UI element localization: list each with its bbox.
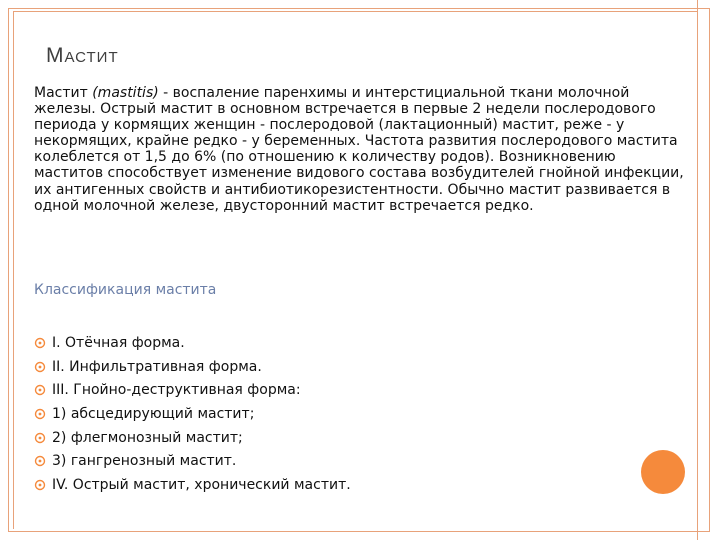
list-item-text: IV. Острый мастит, хронический мастит. xyxy=(52,476,351,493)
right-border xyxy=(697,0,698,540)
slide-title: Мастит xyxy=(46,44,119,67)
intro-after-term: - воспаление паренхимы и интерстициальной ткани молочной железы. Острый мастит в основном встречается в первые 2 недели послеродового периода у кормящих женщин - послеродовой (лактационный) мастит, реже - у некормящих, крайне редко - у беременных. Частота развития послеродового мастита колеблется от 1,5 до 6% (по отношению к количеству родов). Возникновению маститов способствует изменение видового состава возбудителей гнойной инфекции, их антигенных свойств и антибиотикорезистентности. Обычно мастит развивается в одной молочной железе, двусторонний мастит встречается редко. xyxy=(34,85,684,214)
list-item xyxy=(34,355,351,379)
bullet-icon xyxy=(34,432,46,444)
classification-heading: Классификация мастита xyxy=(34,282,217,298)
classification-list xyxy=(34,331,351,497)
intro-paragraph xyxy=(34,85,684,214)
orange-circle-icon xyxy=(641,450,685,494)
bullet-icon xyxy=(34,361,46,373)
list-item xyxy=(34,473,351,497)
list-item-text: II. Инфильтративная форма. xyxy=(52,358,262,375)
list-item xyxy=(34,402,351,426)
list-item-text: 3) гангренозный мастит. xyxy=(52,453,237,470)
list-item xyxy=(34,449,351,473)
bullet-icon xyxy=(34,408,46,420)
list-item xyxy=(34,378,351,402)
list-item xyxy=(34,331,351,355)
bullet-icon xyxy=(34,384,46,396)
intro-before-term: Мастит xyxy=(34,85,93,101)
intro-term: (mastitis) xyxy=(92,85,159,101)
list-item-text: 2) флегмонозный мастит; xyxy=(52,429,243,446)
list-item xyxy=(34,426,351,450)
list-item-text: 1) абсцедирующий мастит; xyxy=(52,405,255,422)
bullet-icon xyxy=(34,479,46,491)
bullet-icon xyxy=(34,455,46,467)
list-item-text: I. Отёчная форма. xyxy=(52,334,185,351)
list-item-text: III. Гнойно-деструктивная форма: xyxy=(52,382,301,399)
bullet-icon xyxy=(34,337,46,349)
